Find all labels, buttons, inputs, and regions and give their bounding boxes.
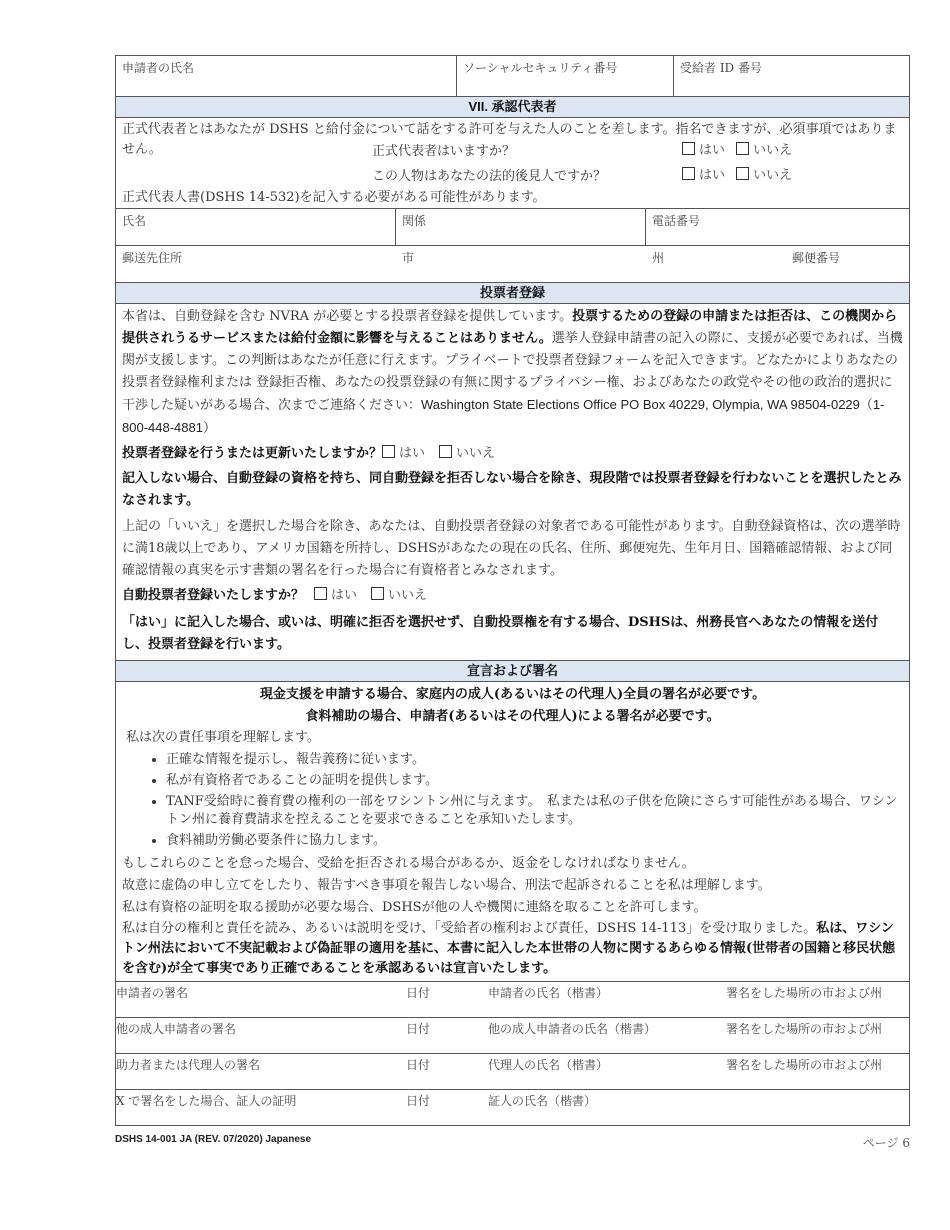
applicant-name-label: 申請者の氏名 <box>122 61 195 75</box>
yes-answer-note: 「はい」に記入した場合、或いは、明確に拒否を選択せず、自動投票権を有する場合、DSHSは、州務長官へあなたの情報を送付し、投票者登録を行います。 <box>122 615 879 652</box>
rep-address-row[interactable] <box>116 246 909 283</box>
responsibility-list <box>116 751 909 850</box>
voter-intro-c: 選挙人登録申請書の記入の際に、支援が必要であれば、当機関が支援します。この判断はあなたが任意に行えます。プライベートで投票者登録フォームを記入できます。どなたかによりあなたの投票者登録権利または 登録拒否権、あなたの投票登録の有無に関するプライバシー権、およびあなたの政党やその他の政治的選択に干渉した疑いがある場合、次までご連絡ください： <box>122 331 903 413</box>
voter-section <box>116 304 909 661</box>
guardian-no-label: いいえ <box>753 168 793 183</box>
declaration-line-refusal: もしこれらのことを怠った場合、受給を拒否される場合があるか、返金をしなければなりません。 <box>122 856 695 871</box>
identification-row <box>116 56 909 97</box>
declaration-line-contact-permission: 私は有資格の証明を取る援助が必要な場合、DSHSが他の人や機関に連絡を取ることを許可します。 <box>122 900 707 915</box>
guardian-question: この人物はあなたの法的後見人ですか？ <box>372 169 607 184</box>
guardian-yes-checkbox[interactable] <box>682 167 695 180</box>
has-rep-options <box>676 139 792 158</box>
perjury-declaration: 私は、ワシントン州法において不実記載および偽証罪の適用を基に、本書に記入した本世帯の人物に関するあらゆる情報(世帯者の国籍と移民状態を含む)が全て事実であり正確であることを承認あるいは宣言いたします。 <box>122 921 896 976</box>
food-assistance-signature-note: 食料補助の場合、申請者(あるいはその代理人)による署名が必要です。 <box>305 709 720 724</box>
rep-name-field[interactable] <box>116 209 396 245</box>
responsibility-item: • TANF受給時に養育費の権利の一部をワシントン州に与えます。 私または私の子供を危険にさらす可能性がある場合、ワシントン州に養育費請求を控えることを要求できることを承知いたします。 <box>166 793 909 829</box>
signature-table <box>116 982 909 1126</box>
page-footer <box>115 1134 910 1150</box>
rep-form-note: 正式代表人書(DSHS 14-532)を記入する必要がある可能性があります。 <box>122 190 546 205</box>
rights-received-text: 私は自分の権利と責任を読み、あるいは説明を受け、「受給者の権利および責任、DSHS 14-113」を受け取りました。 <box>122 921 817 936</box>
has-rep-yes-label: はい <box>699 143 726 158</box>
no-answer-note: 記入しない場合、自動登録の資格を持ち、同自動登録を拒否しない場合を除き、現段階では投票者登録を行わないことを選択したとみなされます。 <box>122 471 902 508</box>
signature-row[interactable] <box>116 982 909 1018</box>
guardian-yes-label: はい <box>699 168 726 183</box>
rep-relationship-label: 関係 <box>402 214 427 228</box>
declaration-line-rights <box>116 919 909 979</box>
printed-name-label: 代理人の氏名（楷書） <box>488 1058 609 1072</box>
voter-intro-a: 本省は、自動登録を含む NVRA が必要とする投票者登録を提供しています。 <box>122 309 573 324</box>
understand-heading: 私は次の責任事項を理解します。 <box>126 730 320 745</box>
auto-register-yes-label: はい <box>331 588 358 603</box>
city-state-label: 署名をした場所の市および州 <box>726 986 883 1000</box>
rep-contact-row <box>116 209 909 246</box>
signature-row[interactable] <box>116 1090 909 1126</box>
rep-relationship-field[interactable] <box>396 209 646 245</box>
register-no-label: いいえ <box>456 446 496 461</box>
rep-city-label: 市 <box>402 251 415 265</box>
authorized-rep-intro: 正式代表者とはあなたが DSHS と給付金について話をする許可を与えた人のことを差します。指名できますが、必須事項ではありません。 <box>122 122 897 157</box>
auto-register-question: 自動投票者登録いたしますか？ <box>122 588 305 603</box>
register-question: 投票者登録を行うまたは更新いたしますか？ <box>122 446 383 461</box>
guardian-row <box>116 160 909 188</box>
register-no-checkbox[interactable] <box>439 445 452 458</box>
rep-zip-label: 郵便番号 <box>792 251 841 265</box>
section-declaration-header: 宣言および署名 <box>116 661 909 682</box>
register-yes-checkbox[interactable] <box>382 445 395 458</box>
auto-register-no-label: いいえ <box>388 588 428 603</box>
voter-intro-bold: 投票するための登録の申請または拒否は、この機関から提供されうるサービスまたは給付金額に影響を与えることはありません。 <box>122 309 898 346</box>
printed-name-label: 証人の氏名（楷書） <box>488 1094 597 1108</box>
city-state-label: 署名をした場所の市および州 <box>726 1022 883 1036</box>
printed-name-label: 他の成人申請者の氏名（楷書） <box>488 1022 657 1036</box>
rep-state-label: 州 <box>652 251 665 265</box>
authorized-rep-section <box>116 118 909 209</box>
date-label: 日付 <box>406 1094 431 1108</box>
has-rep-no-label: いいえ <box>753 143 793 158</box>
voter-intro <box>116 304 909 440</box>
signature-label: X で署名をした場合、証人の証明 <box>116 1094 297 1108</box>
rep-name-label: 氏名 <box>122 214 147 228</box>
responsibility-item: • 正確な情報を提示し、報告義務に従います。 <box>166 751 909 769</box>
has-rep-no-checkbox[interactable] <box>736 142 749 155</box>
form-page <box>115 55 910 1126</box>
declaration-line-prosecution: 故意に虚偽の申し立てをしたり、報告すべき事項を報告しない場合、刑法で起訴されることを私は理解します。 <box>122 878 771 893</box>
section-authorized-rep-header: VII. 承認代表者 <box>116 97 909 118</box>
responsibility-item: • 食料補助労働必要条件に協力します。 <box>166 832 909 850</box>
register-yes-label: はい <box>399 446 426 461</box>
guardian-no-checkbox[interactable] <box>736 167 749 180</box>
page-number: ページ 6 <box>862 1136 910 1150</box>
auto-register-yes-checkbox[interactable] <box>314 587 327 600</box>
declaration-section <box>116 682 909 982</box>
has-rep-yes-checkbox[interactable] <box>682 142 695 155</box>
signature-row[interactable] <box>116 1054 909 1090</box>
section-voter-header: 投票者登録 <box>116 283 909 304</box>
date-label: 日付 <box>406 1058 431 1072</box>
auto-registration-explanation: 上記の「いいえ」を選択した場合を除き、あなたは、自動投票者登録の対象者である可能性があります。自動登録資格は、次の選挙時に満18歳以上であり、アメリカ国籍を所持し、DSHSがあなたの現在の氏名、住所、郵便宛先、生年月日、国籍確認情報、および同確認情報の真実を示す書類の署名を行った場合に有資格者とみなされます。 <box>122 519 901 578</box>
cash-assistance-signature-note: 現金支援を申請する場合、家庭内の成人(あるいはその代理人)全員の署名が必要です。 <box>259 687 766 702</box>
auto-register-question-row <box>116 586 909 606</box>
signature-label: 他の成人申請者の署名 <box>116 1022 237 1036</box>
printed-name-label: 申請者の氏名（楷書） <box>488 986 609 1000</box>
rep-phone-field[interactable] <box>646 209 909 245</box>
signature-row[interactable] <box>116 1018 909 1054</box>
responsibility-item: • 私が有資格者であることの証明を提供します。 <box>166 772 909 790</box>
city-state-label: 署名をした場所の市および州 <box>726 1058 883 1072</box>
register-question-row <box>116 444 909 464</box>
city-state-label <box>726 1090 909 1125</box>
form-id: DSHS 14-001 JA (REV. 07/2020) Japanese <box>115 1134 312 1145</box>
form-frame <box>115 55 910 1126</box>
guardian-options <box>676 164 792 183</box>
date-label: 日付 <box>406 986 431 1000</box>
date-label: 日付 <box>406 1022 431 1036</box>
ssn-label: ソーシャルセキュリティ番号 <box>463 61 618 75</box>
signature-label: 申請者の署名 <box>116 986 189 1000</box>
recipient-id-field[interactable] <box>674 56 909 96</box>
recipient-id-label: 受給者 ID 番号 <box>680 61 762 75</box>
signature-label: 助力者または代理人の署名 <box>116 1058 261 1072</box>
elections-office-address: Washington State Elections Office PO Box 40229, Olympia, WA 98504-0229（1-800-448-4881） <box>122 397 885 435</box>
auto-register-no-checkbox[interactable] <box>371 587 384 600</box>
applicant-name-field[interactable] <box>116 56 457 96</box>
rep-phone-label: 電話番号 <box>652 214 701 228</box>
ssn-field[interactable] <box>457 56 674 96</box>
rep-mail-address-label: 郵送先住所 <box>122 251 183 265</box>
has-rep-question: 正式代表者はいますか？ <box>372 144 516 159</box>
